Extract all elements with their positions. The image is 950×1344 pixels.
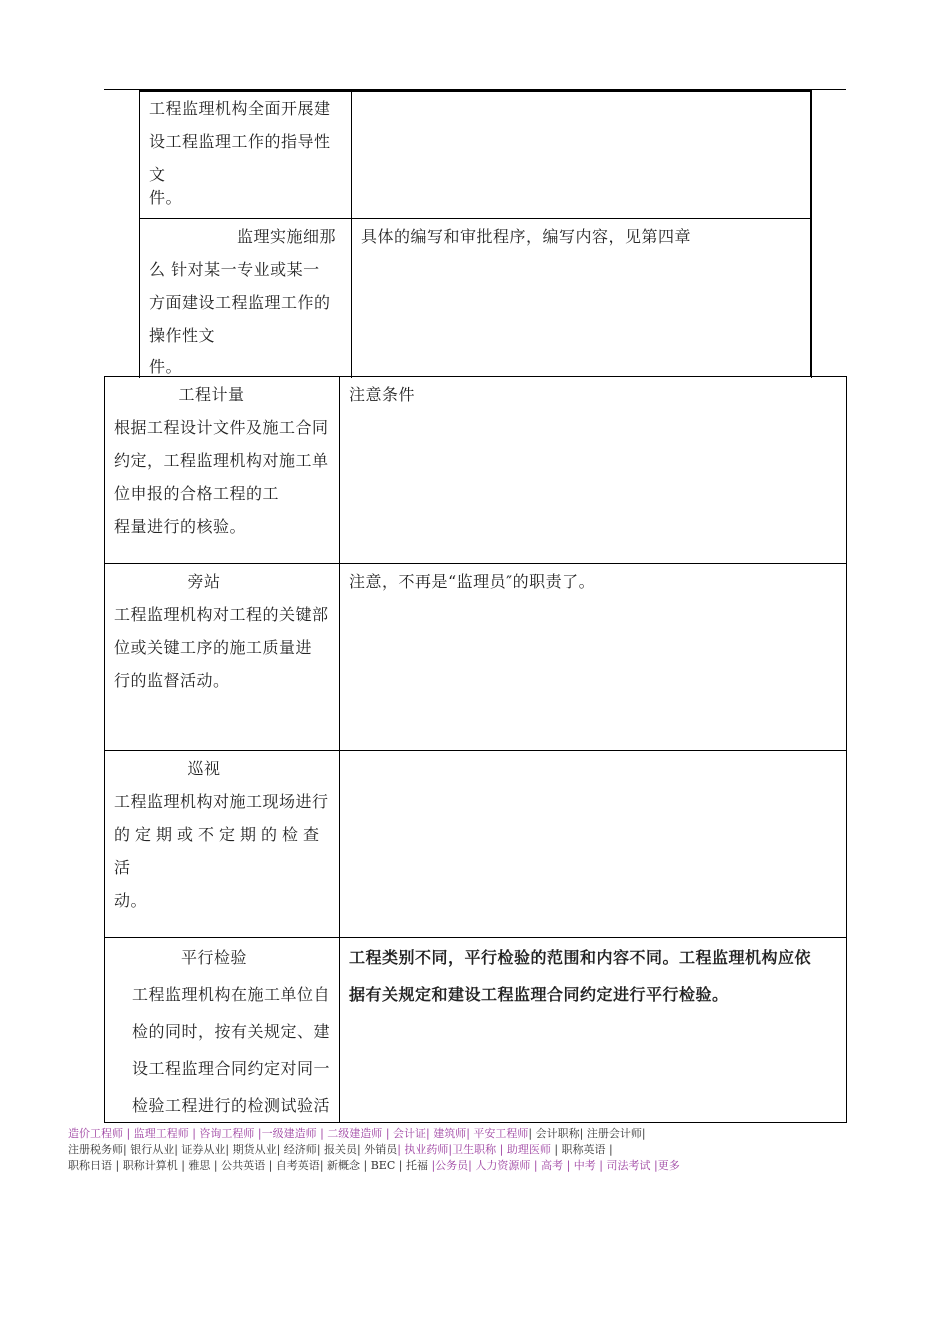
text-line: 据有关规定和建设工程监理合同约定进行平行检验。 [349, 985, 729, 1004]
link-accounting-cert[interactable]: | 会计证 [385, 1127, 427, 1140]
term-cell-side-station [104, 563, 340, 751]
guide-doc-desc-text [149, 92, 331, 214]
link-more[interactable]: |更多 [653, 1159, 680, 1172]
exam-links-footer [68, 1126, 828, 1174]
text-line: 件。 [149, 357, 183, 376]
note-text [349, 378, 415, 411]
term-cell-patrol [104, 750, 340, 938]
text-line: 根据工程设计文件及施工合同 [114, 418, 329, 437]
link-tax-agent[interactable]: 注册税务师 [68, 1143, 123, 1156]
link-assistant-doctor[interactable]: | 助理医师 [499, 1143, 555, 1156]
detail-rules-note-cell [351, 218, 812, 378]
link-safety-engineer[interactable]: | 平安工程师 [466, 1127, 529, 1140]
term-text [114, 565, 334, 697]
text-line: 位申报的合格工程的工 [114, 484, 280, 503]
link-judicial-exam[interactable]: | 司法考试 [599, 1159, 654, 1172]
link-first-class-builder[interactable]: |一级建造师 [257, 1127, 321, 1140]
text-line: 件。 [149, 188, 183, 207]
note-cell-patrol [339, 750, 847, 938]
text-line: 注意，不再是“监理员″的职责了。 [349, 572, 596, 591]
link-toefl[interactable]: | 托福 [398, 1159, 432, 1172]
term-title: 工程计量 [178, 385, 245, 404]
footer-line-1 [68, 1126, 828, 1142]
link-foreign-sales[interactable]: | 外销员 [357, 1143, 398, 1156]
link-accounting-title[interactable]: | 会计职称 [528, 1127, 580, 1140]
link-second-class-builder[interactable]: | 二级建造师 [320, 1127, 386, 1140]
term-title: 旁站 [187, 572, 221, 591]
link-civil-servant[interactable]: |公务员 [431, 1159, 469, 1172]
link-customs-declarer[interactable]: | 报关员 [316, 1143, 358, 1156]
link-hr-specialist[interactable]: | 人力资源师 [468, 1159, 534, 1172]
term-title: 巡视 [187, 759, 221, 778]
link-zhongkao[interactable]: | 中考 [566, 1159, 600, 1172]
text-line: 行的监督活动。 [114, 671, 230, 690]
link-futures[interactable]: | 期货从业 [225, 1143, 277, 1156]
text-line: 程量进行的核验。 [114, 517, 247, 536]
guide-doc-note-cell [351, 90, 812, 219]
link-gaokao[interactable]: | 高考 [533, 1159, 567, 1172]
link-title-english[interactable]: | 职称英语 [554, 1143, 610, 1156]
text-line: 工程监理机构对工程的关键部 [114, 605, 329, 624]
link-architect[interactable]: | 建筑师 [426, 1127, 467, 1140]
text-line: 约定，工程监理机构对施工单 [114, 451, 329, 470]
link-pharmacist[interactable]: | 执业药师 [397, 1143, 449, 1156]
text-line: 操作性文 [149, 326, 216, 345]
text-line: 么 针对某一专业或某一 [149, 260, 320, 279]
note-cell-parallel-inspection [339, 937, 847, 1123]
detail-rules-desc-text [149, 220, 336, 383]
text-line: 设工程监理工作的指导性 [149, 132, 331, 151]
term-cell-parallel-inspection [104, 937, 340, 1123]
text-line: 设工程监理合同约定对同一 [132, 1059, 331, 1078]
text-line: 检的同时，按有关规定、建 [132, 1022, 331, 1041]
link-title-japanese[interactable]: 职称日语 [68, 1159, 116, 1172]
link-banking[interactable]: | 银行从业 [123, 1143, 175, 1156]
link-pets[interactable]: | 公共英语 [213, 1159, 269, 1172]
term-text [114, 939, 339, 1124]
link-cpa[interactable]: | 注册会计师| [579, 1127, 646, 1140]
detail-rules-desc-cell [139, 218, 352, 378]
note-text [349, 565, 595, 598]
text-line: 检验工程进行的检测试验活 [132, 1096, 331, 1115]
separator: | [609, 1143, 613, 1156]
link-securities[interactable]: | 证券从业 [174, 1143, 226, 1156]
footer-line-2 [68, 1142, 828, 1158]
link-ielts[interactable]: | 雅思 [181, 1159, 214, 1172]
link-self-study-english[interactable]: | 自考英语 [268, 1159, 320, 1172]
text-line: 工程监理机构全面开展建 [149, 99, 331, 118]
text-line: 工程类别不同，平行检验的范围和内容不同。工程监理机构应依 [349, 948, 812, 967]
text-line: 注意条件 [349, 385, 416, 404]
detail-rules-note-text: 具体的编写和审批程序，编写内容，见第四章 [361, 227, 692, 246]
text-line: 位或关键工序的施工质量进 [114, 638, 313, 657]
text-line: 动。 [114, 891, 148, 910]
text-line: 文 [149, 165, 166, 184]
term-text [114, 752, 334, 917]
text-line: 方面建设工程监理工作的 [149, 293, 331, 312]
term-text [114, 378, 334, 543]
note-cell-side-station [339, 563, 847, 751]
footer-line-3 [68, 1158, 828, 1174]
term-title: 平行检验 [180, 948, 247, 967]
link-economist[interactable]: | 经济师 [276, 1143, 317, 1156]
guide-doc-desc-cell [139, 90, 352, 219]
link-health-title[interactable]: |卫生职称 [448, 1143, 500, 1156]
link-bec[interactable]: | BEC [363, 1159, 399, 1172]
term-cell-measurement [104, 376, 340, 564]
text-line: 监理实施细那 [237, 227, 337, 246]
link-consulting-engineer[interactable]: | 咨询工程师 [192, 1127, 258, 1140]
note-cell-measurement [339, 376, 847, 564]
text-line: 工程监理机构对施工现场进行 [114, 792, 329, 811]
link-supervision-engineer[interactable]: | 监理工程师 [126, 1127, 193, 1140]
text-line: 工程监理机构在施工单位自 [132, 985, 331, 1004]
note-text [349, 939, 811, 1013]
link-title-computer[interactable]: | 职称计算机 [115, 1159, 182, 1172]
link-cost-engineer[interactable]: 造价工程师 [68, 1127, 127, 1140]
text-line: 的定期或不定期的检查活 [114, 825, 325, 877]
link-new-concept[interactable]: | 新概念 [319, 1159, 364, 1172]
